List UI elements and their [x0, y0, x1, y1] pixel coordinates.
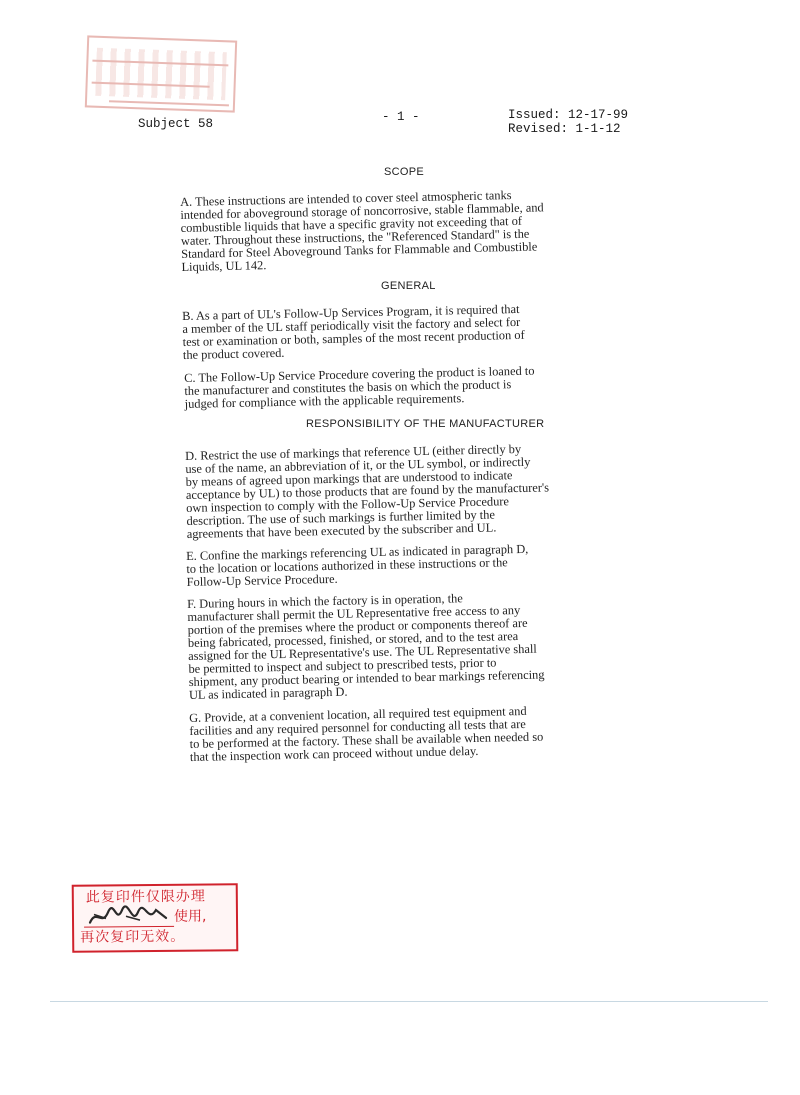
- paragraph-f: F. During hours in which the factory is in operation, the manufacturer shall permit the UL Representative free access to any portion of the premises where the product or components thereof are being fabricated, processed, finished, or stored, and to the test area assigned for the UL Representative's use. The UL Representative shall be permitted to inspect and subject to prescribed tests, prior to shipment, any product bearing or intended to bear markings referencing UL as indicated in paragraph D.: [186, 591, 545, 702]
- section-heading-responsibility: RESPONSIBILITY OF THE MANUFACTURER: [306, 418, 545, 430]
- paragraph-d: D. Restrict the use of markings that reference UL (either directly by use of the name, an abbreviation of it, or the UL symbol, or indirectly by means of agreed upon markings that are understood to indicate acceptance by UL) to those products that are found by the manufacturer's own inspection to comply with the Follow-Up Service Procedure description. The use of such markings is further limited by the agreements that have been executed by the subscriber and UL.: [184, 441, 550, 541]
- subject-label: Subject 58: [138, 117, 214, 131]
- paragraph-e: E. Confine the markings referencing UL as indicated in paragraph D, to the location or locations authorized in these instructions or the Follow-Up Service Procedure.: [185, 541, 529, 589]
- section-heading-general: GENERAL: [381, 280, 436, 292]
- page-number: - 1 -: [382, 110, 420, 124]
- revised-date: Revised: 1-1-12: [508, 122, 621, 136]
- paragraph-c: C. The Follow-Up Service Procedure covering the product is loaned to the manufacturer and constitutes the basis on which the product is judged for compliance with the applicable requirements.: [183, 363, 535, 411]
- stamp-line-2: 使用,: [173, 908, 207, 925]
- stamp-line-1: 此复印件仅限办理: [85, 888, 206, 906]
- paragraph-b: B. As a part of UL's Follow-Up Services Program, it is required that a member of the UL staff periodically visit the factory and select for test or examination or both, samples of the most recent production of the product covered.: [181, 301, 525, 362]
- copy-restriction-stamp: [72, 883, 239, 952]
- paragraph-a: A. These instructions are intended to cover steel atmospheric tanks intended for aboveground storage of noncorrosive, stable flammable, and combustible liquids that have a specific gravity not exceeding that of water. Throughout these instructions, the "Referenced Standard" is the Standard for Steel Aboveground Tanks for Flammable and Combustible Liquids, UL 142.: [179, 188, 544, 274]
- handwritten-signature: [86, 904, 170, 929]
- paragraph-g: G. Provide, at a convenient location, all required test equipment and facilities and any required personnel for conducting all tests that are to be performed at the factory. These shall be available when needed so that the inspection work can proceed without undue delay.: [188, 703, 544, 764]
- faded-copy-stamp: [85, 35, 237, 112]
- issued-date: Issued: 12-17-99: [508, 108, 629, 122]
- scan-edge-line: [50, 1001, 768, 1002]
- stamp-line-3: 再次复印无效。: [80, 928, 186, 946]
- section-heading-scope: SCOPE: [384, 166, 425, 178]
